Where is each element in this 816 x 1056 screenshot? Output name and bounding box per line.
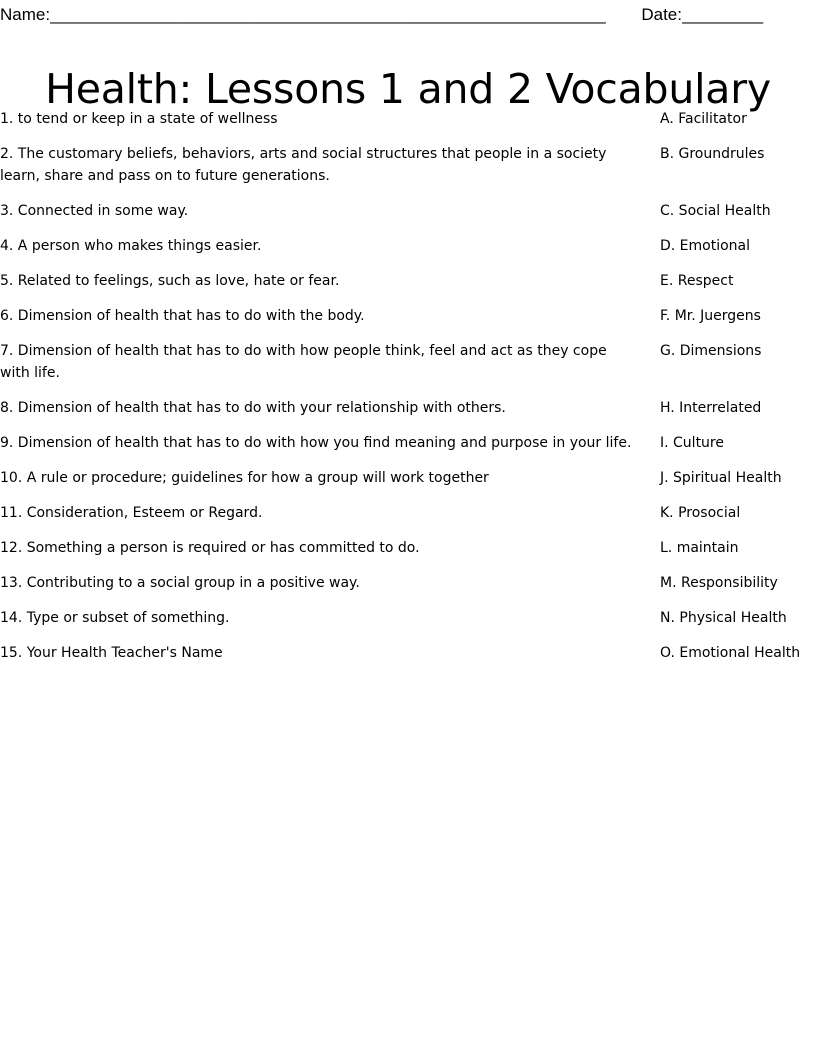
date-answer-line[interactable]: _________ [681,5,763,24]
definition-prompt: 12. Something a person is required or has committed to do. [0,540,420,556]
matching-list [0,108,816,677]
vocabulary-term-option: L. maintain [660,540,739,556]
vocabulary-term-option: I. Culture [660,435,724,451]
vocabulary-term-option: G. Dimensions [660,343,762,359]
matching-row [0,305,816,327]
definition-prompt: 4. A person who makes things easier. [0,238,262,254]
vocabulary-term-option: B. Groundrules [660,146,765,162]
definition-prompt: 5. Related to feelings, such as love, hate or fear. [0,273,340,289]
vocabulary-term-option: K. Prosocial [660,505,741,521]
definition-prompt: 6. Dimension of health that has to do with the body. [0,308,365,324]
vocabulary-term-option: M. Responsibility [660,575,778,591]
definition-prompt: 10. A rule or procedure; guidelines for how a group will work together [0,470,489,486]
matching-row [0,235,816,257]
matching-row [0,642,816,664]
definition-prompt: 11. Consideration, Esteem or Regard. [0,505,263,521]
definition-prompt: 1. to tend or keep in a state of wellness [0,111,278,127]
matching-row [0,108,816,130]
page-title: Health: Lessons 1 and 2 Vocabulary [45,65,771,114]
date-label: Date: [641,5,682,24]
matching-row [0,143,816,187]
vocabulary-term-option: O. Emotional Health [660,645,801,661]
definition-prompt: 3. Connected in some way. [0,203,189,219]
definition-prompt: 13. Contributing to a social group in a positive way. [0,575,360,591]
vocabulary-term-option: H. Interrelated [660,400,762,416]
vocabulary-term-option: N. Physical Health [660,610,787,626]
name-label: Name: [0,5,51,24]
definition-prompt: 2. The customary beliefs, behaviors, arts and social structures that people in a society learn, share and pass on to future generations. [0,146,607,184]
definition-prompt: 8. Dimension of health that has to do with your relationship with others. [0,400,506,416]
matching-row [0,270,816,292]
matching-row [0,467,816,489]
vocabulary-term-option: D. Emotional [660,238,751,254]
definition-prompt: 15. Your Health Teacher's Name [0,645,223,661]
matching-row [0,200,816,222]
matching-row [0,340,816,384]
matching-row [0,537,816,559]
definition-prompt: 14. Type or subset of something. [0,610,230,626]
name-answer-line[interactable]: ______________________________________________________________ [50,5,606,24]
vocabulary-term-option: A. Facilitator [660,111,747,127]
definition-prompt: 9. Dimension of health that has to do with how you find meaning and purpose in your life. [0,435,632,451]
matching-row [0,572,816,594]
definition-prompt: 7. Dimension of health that has to do with how people think, feel and act as they cope with life. [0,343,607,381]
name-date-header [0,0,816,26]
vocabulary-term-option: C. Social Health [660,203,771,219]
vocabulary-term-option: E. Respect [660,273,734,289]
matching-row [0,502,816,524]
vocabulary-term-option: F. Mr. Juergens [660,308,761,324]
vocabulary-term-option: J. Spiritual Health [660,470,782,486]
matching-row [0,607,816,629]
matching-row [0,397,816,419]
matching-row [0,432,816,454]
